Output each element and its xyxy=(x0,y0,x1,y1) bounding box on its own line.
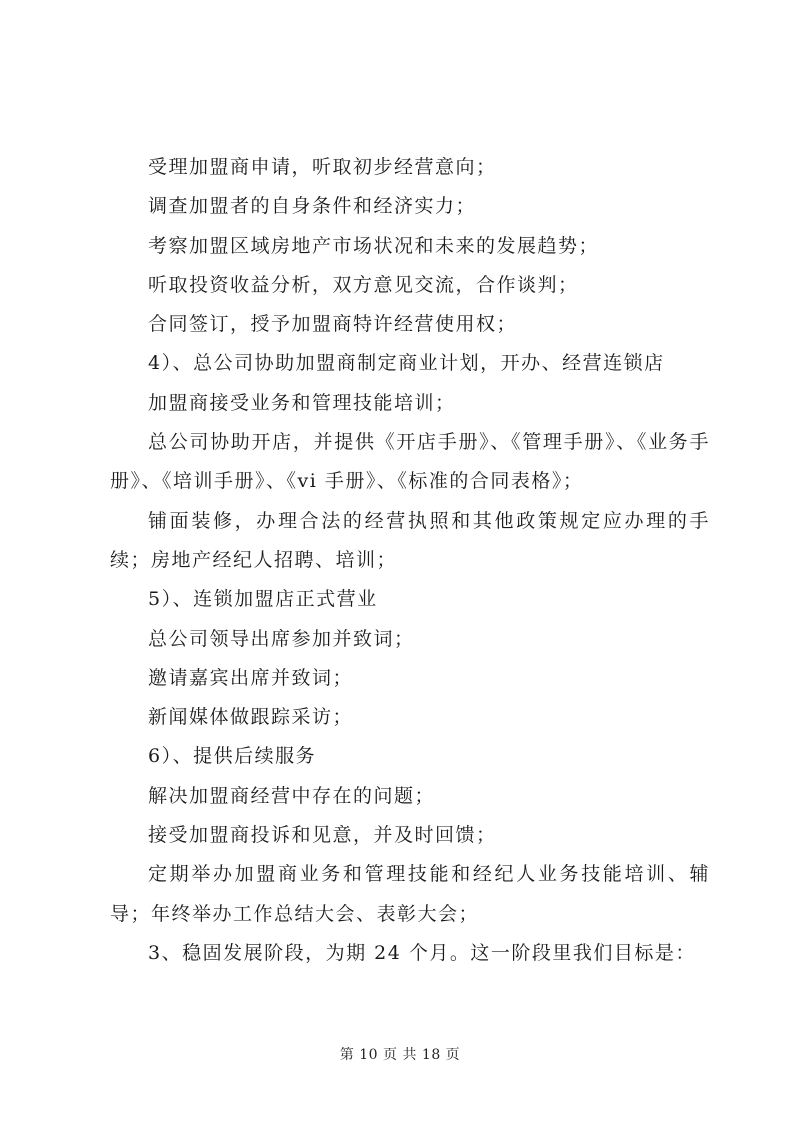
paragraph: 考察加盟区域房地产市场状况和未来的发展趋势； xyxy=(148,234,600,257)
section-heading: 3、稳固发展阶段，为期 24 个月。这一阶段里我们目标是： xyxy=(148,941,696,964)
paragraph: 总公司协助开店，并提供《开店手册》、《管理手册》、《业务手册》、《培训手册》、《vi 手册》、《标准的合同表格》； xyxy=(110,431,710,493)
paragraph: 解决加盟商经营中存在的问题； xyxy=(148,784,436,807)
paragraph: 接受加盟商投诉和见意，并及时回馈； xyxy=(148,824,497,847)
paragraph: 调查加盟者的自身条件和经济实力； xyxy=(148,195,477,218)
paragraph: 受理加盟商申请，听取初步经营意向； xyxy=(148,156,497,178)
paragraph: 合同签订，授予加盟商特许经营使用权； xyxy=(148,313,518,336)
section-heading: 5）、连锁加盟店正式营业 xyxy=(148,588,378,611)
page-footer: 第 10 页 共 18 页 xyxy=(339,1047,461,1063)
paragraph: 总公司领导出席参加并致词； xyxy=(148,627,415,650)
section-heading: 6）、提供后续服务 xyxy=(148,745,317,768)
paragraph: 铺面装修，办理合法的经营执照和其他政策规定应办理的手续；房地产经纪人招聘、培训； xyxy=(110,509,710,571)
paragraph: 新闻媒体做跟踪采访； xyxy=(148,706,354,729)
paragraph: 邀请嘉宾出席并致词； xyxy=(148,666,354,689)
section-heading: 4）、总公司协助加盟商制定商业计划，开办、经营连锁店 xyxy=(148,352,665,375)
paragraph: 听取投资收益分析，双方意见交流，合作谈判； xyxy=(148,273,579,296)
paragraph: 定期举办加盟商业务和管理技能和经纪人业务技能培训、辅导；年终举办工作总结大会、表彰大会； xyxy=(110,863,710,925)
document-body xyxy=(110,148,710,973)
paragraph: 加盟商接受业务和管理技能培训； xyxy=(148,391,456,414)
